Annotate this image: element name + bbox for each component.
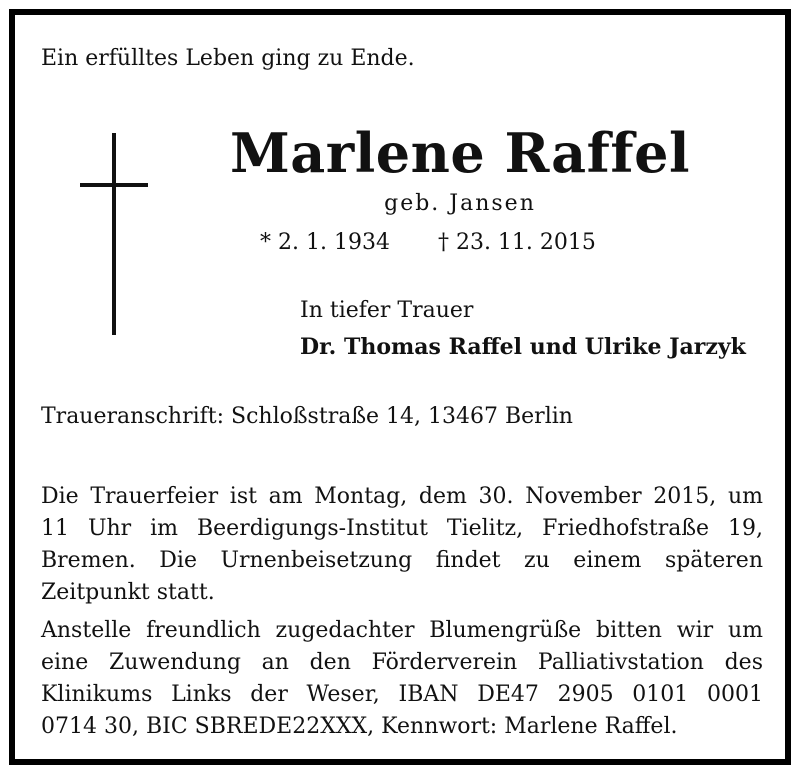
donation-line: Anstelle freundlich zugedachter Blumengrüße bitten wir um [41,618,763,643]
intro-text: Ein erfülltes Leben ging zu Ende. [41,46,415,71]
donation-line: 0714 30, BIC SBREDE22XXX, Kennwort: Marlene Raffel. [41,714,678,739]
life-dates [260,227,596,259]
ceremony-line: Die Trauerfeier ist am Montag, dem 30. November 2015, um [41,484,763,509]
mourning-address: Traueranschrift: Schloßstraße 14, 13467 Berlin [41,404,573,429]
ceremony-paragraph [41,481,763,609]
obituary-notice [9,9,791,765]
donation-line: Klinikums Links der Weser, IBAN DE47 2905 0101 0001 [41,682,763,707]
donation-line: eine Zuwendung an den Förderverein Palliativstation des [41,650,763,675]
birth-date: * 2. 1. 1934 [260,230,390,255]
deceased-name: Marlene Raffel [230,121,690,185]
donation-paragraph [41,615,763,743]
death-date: † 23. 11. 2015 [437,230,596,255]
mourning-phrase: In tiefer Trauer [300,298,474,323]
ceremony-line: Bremen. Die Urnenbeisetzung findet zu einem späteren [41,548,763,573]
ceremony-line: Zeitpunkt statt. [41,580,215,605]
maiden-name: geb. Jansen [384,191,536,216]
mourners-names: Dr. Thomas Raffel und Ulrike Jarzyk [300,334,746,360]
ceremony-line: 11 Uhr im Beerdigungs-Institut Tielitz, Friedhofstraße 19, [41,516,763,541]
